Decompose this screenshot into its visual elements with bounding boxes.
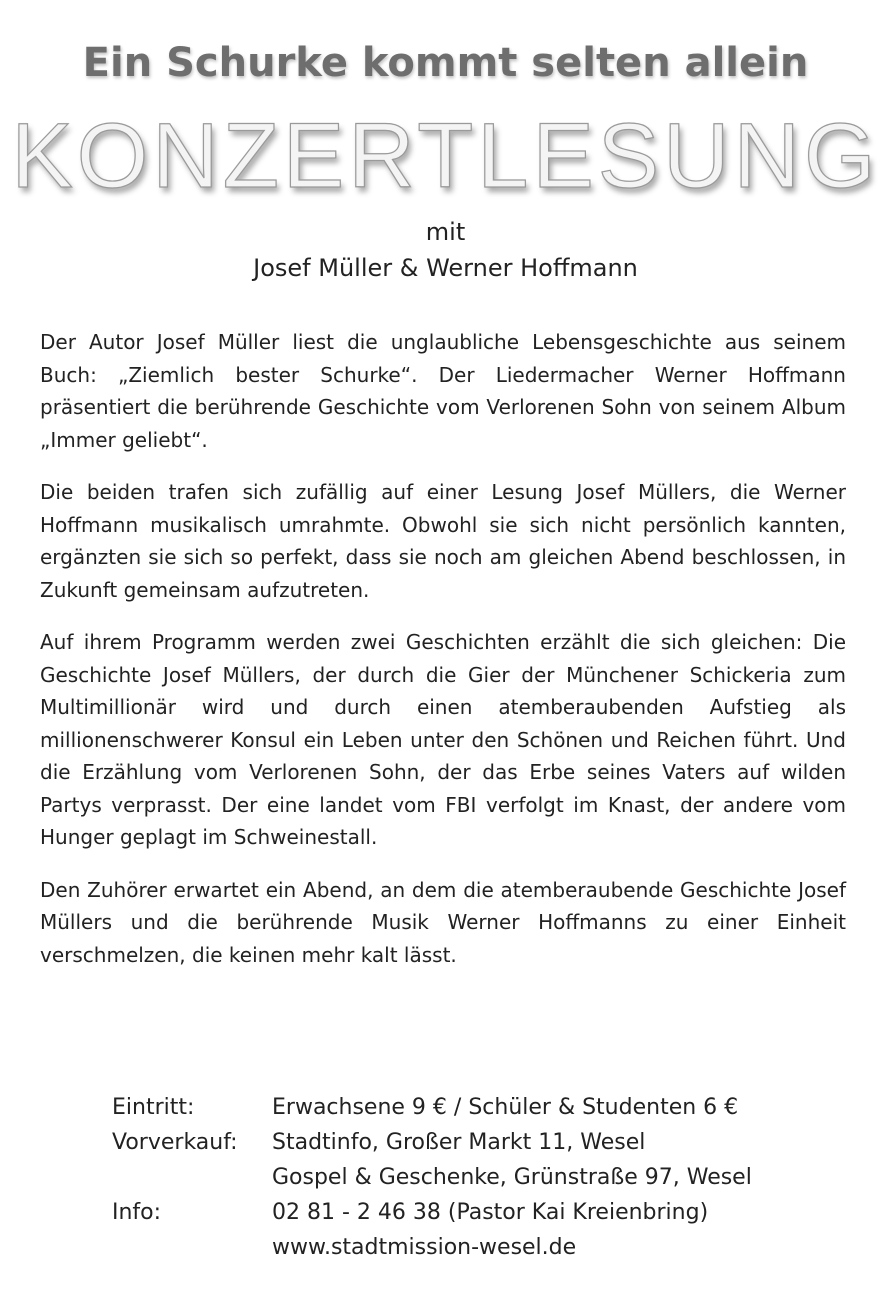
info-row-presale: [112, 1125, 812, 1160]
info-row-presale-2: [112, 1160, 812, 1195]
event-info: [112, 1090, 812, 1265]
info-label: [112, 1230, 272, 1265]
info-row-website: [112, 1230, 812, 1265]
info-value: Stadtinfo, Großer Markt 11, Wesel: [272, 1130, 646, 1155]
info-value: Gospel & Geschenke, Grünstraße 97, Wesel: [272, 1165, 752, 1190]
info-value: 02 81 - 2 46 38 (Pastor Kai Kreienbring): [272, 1200, 709, 1225]
info-row-admission: [112, 1090, 812, 1125]
description-paragraph: Auf ihrem Programm werden zwei Geschichten erzählt die sich gleichen: Die Geschichte Josef Müllers, der durch die Gier der Münchener Schickeria zum Multimillionär wird und durch einen atemberaubenden Aufstieg als millionenschwerer Konsul ein Leben unter den Schönen und Reichen führt. Und die Erzählung vom Verlorenen Sohn, der das Erbe seines Vaters auf wilden Partys verprasst. Der eine landet vom FBI verfolgt im Knast, der andere vom Hunger geplagt im Schweinestall.: [40, 630, 846, 849]
description-paragraph: Der Autor Josef Müller liest die unglaubliche Lebensgeschichte aus seinem Buch: „Ziemlich bester Schurke“. Der Liedermacher Werner Hoffmann präsentiert die berührende Geschichte vom Verlorenen Sohn von seinem Album „Immer geliebt“.: [40, 330, 846, 452]
description-paragraph: Die beiden trafen sich zufällig auf einer Lesung Josef Müllers, die Werner Hoffmann musikalisch umrahmte. Obwohl sie sich nicht persönlich kannten, ergänzten sie sich so perfekt, dass sie noch am gleichen Abend beschlossen, in Zukunft gemeinsam aufzutreten.: [40, 480, 846, 602]
info-row-contact: [112, 1195, 812, 1230]
event-subtitle: Ein Schurke kommt selten allein: [82, 40, 809, 86]
description: [40, 326, 846, 991]
info-label: Eintritt:: [112, 1095, 195, 1120]
with-label: mit: [425, 218, 466, 246]
info-label: Info:: [112, 1200, 162, 1225]
performers: Josef Müller & Werner Hoffmann: [253, 254, 638, 282]
event-title: KONZERTLESUNG: [11, 105, 880, 207]
description-paragraph: Den Zuhörer erwartet ein Abend, an dem die atemberaubende Geschichte Josef Müllers und die berührende Musik Werner Hoffmanns zu einer Einheit verschmelzen, die keinen mehr kalt lässt.: [40, 877, 846, 967]
info-label: [112, 1160, 272, 1195]
info-label: Vorverkauf:: [112, 1130, 238, 1155]
website-link[interactable]: www.stadtmission-wesel.de: [272, 1235, 577, 1260]
info-value: Erwachsene 9 € / Schüler & Studenten 6 €: [272, 1095, 739, 1120]
